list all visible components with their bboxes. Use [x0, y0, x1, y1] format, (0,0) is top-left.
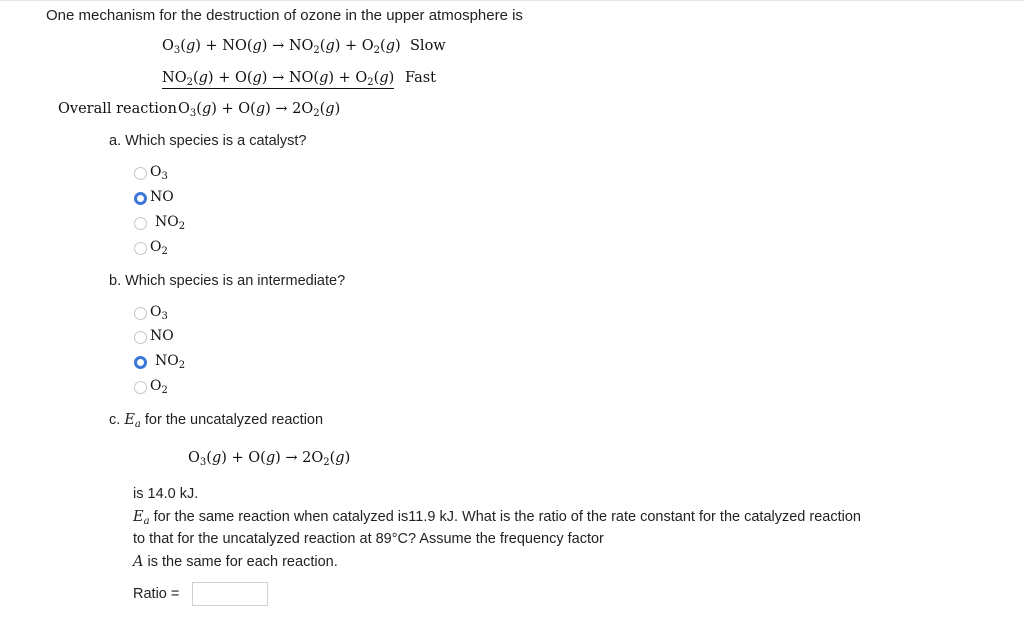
part-a-radio-no2[interactable] [134, 217, 147, 230]
part-a-radio-o3[interactable] [134, 167, 147, 180]
step-1-speed: Slow [410, 38, 446, 54]
mechanism-step-2: $NO_2(g) + O(g) \to NO(g) + O_2(g)$ [162, 70, 395, 88]
part-b-option-o2: $O_2$ [150, 378, 168, 396]
step-2-speed: Fast [405, 70, 436, 86]
part-a-option-no2: $NO_2$ [155, 214, 186, 232]
top-divider [0, 0, 1024, 1]
part-c-line-4: A is the same for each reaction. [133, 554, 338, 570]
part-a-option-no: NO [150, 189, 174, 205]
frequency-factor-symbol: A [133, 554, 144, 570]
intro-text: One mechanism for the destruction of ozone in the upper atmosphere is [46, 7, 523, 24]
mechanism-step-1: $O_3(g) + NO(g) \to NO_2(g) + O_2(g)$ [162, 38, 401, 56]
part-c-reaction: $O_3(g) + O(g) \to 2O_2(g)$ [188, 450, 351, 468]
ea-symbol-2: $E_a$ [133, 509, 150, 527]
part-a-question: a. Which species is a catalyst? [109, 133, 307, 149]
part-c-question [109, 412, 323, 428]
part-b-radio-o3[interactable] [134, 307, 147, 320]
ratio-label: Ratio = [133, 586, 180, 602]
part-c-line-2: $E_a$ for the same reaction when catalyzed is11.9 kJ. What is the ratio of the rate constant for the catalyzed reaction [133, 509, 861, 527]
part-c-line-1: is 14.0 kJ. [133, 486, 199, 502]
overall-reaction-label: Overall reaction [58, 101, 177, 117]
part-a-option-o3: $O_3$ [150, 164, 168, 182]
part-c-prefix: c. [109, 412, 121, 428]
part-a-radio-o2[interactable] [134, 242, 147, 255]
part-b-option-o3: $O_3$ [150, 304, 168, 322]
part-b-option-no: NO [150, 328, 174, 344]
ratio-input[interactable] [192, 582, 268, 606]
ea-symbol: $E_a$ [124, 412, 141, 430]
part-b-radio-no[interactable] [134, 331, 147, 344]
part-b-option-no2: $NO_2$ [155, 353, 186, 371]
part-b-radio-no2[interactable] [134, 356, 147, 369]
overall-reaction: $O_3(g) + O(g) \to 2O_2(g)$ [178, 101, 341, 119]
part-b-radio-o2[interactable] [134, 381, 147, 394]
part-a-option-o2: $O_2$ [150, 239, 168, 257]
part-c-line-3: to that for the uncatalyzed reaction at 89°C? Assume the frequency factor [133, 531, 604, 547]
part-a-radio-no[interactable] [134, 192, 147, 205]
part-b-question: b. Which species is an intermediate? [109, 273, 346, 289]
part-c-question-rest: for the uncatalyzed reaction [144, 412, 324, 428]
